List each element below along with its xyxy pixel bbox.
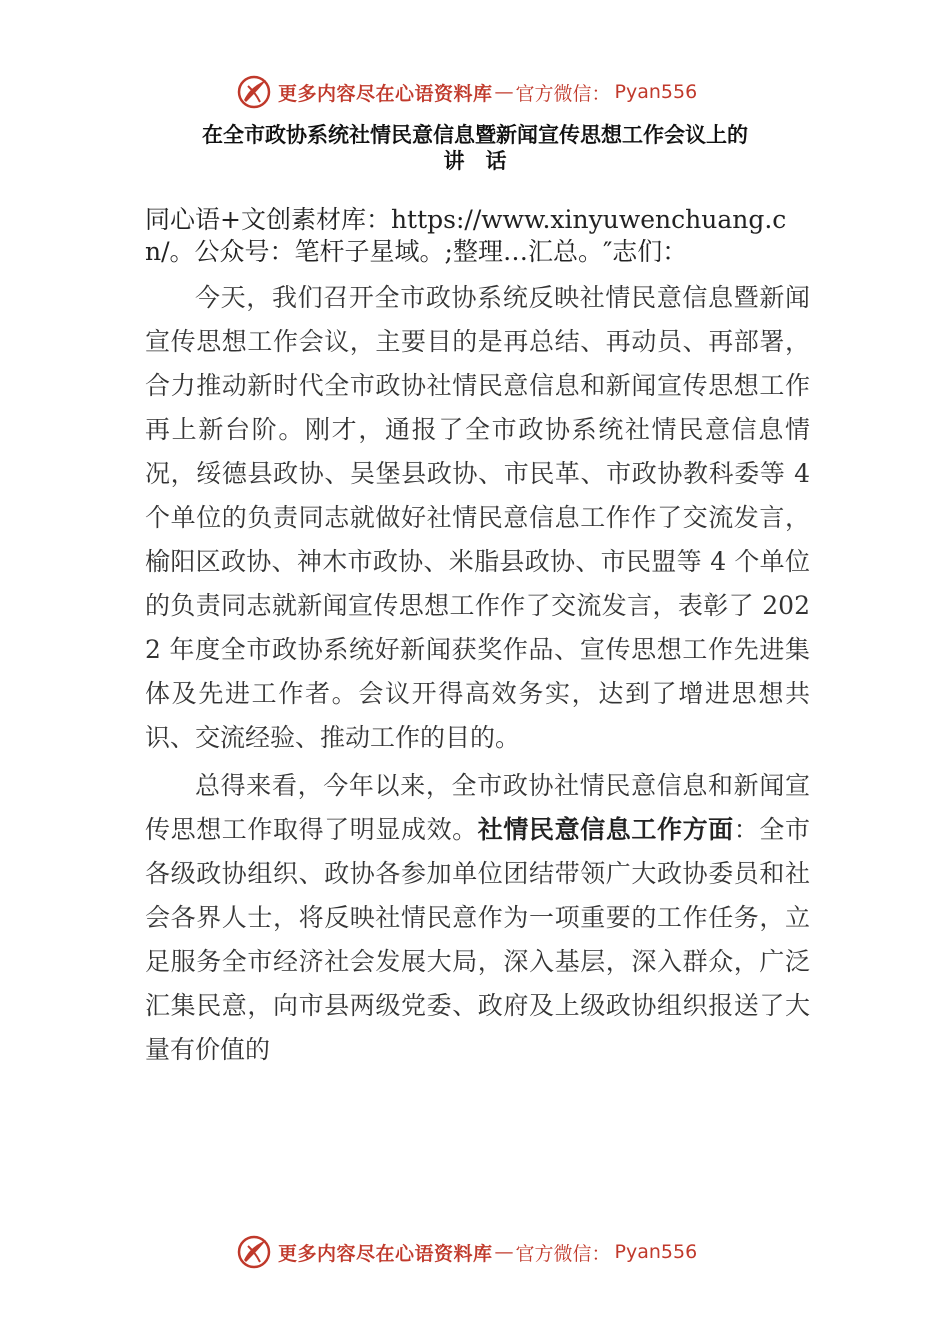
- header-banner: [236, 72, 697, 112]
- banner-text: 更多内容尽在心语资料库: [278, 1242, 493, 1265]
- banner-separator: —: [494, 1241, 514, 1263]
- banner-wechat-id: Pyan556: [614, 1241, 698, 1263]
- document-title: [140, 122, 810, 174]
- paragraph-2-lead: 总得来看，今年以来，全市政协社情民意信息和新闻宣传思想工作取得了明显成效。: [145, 771, 810, 844]
- paragraph-1: 今天，我们召开全市政协系统反映社情民意信息暨新闻宣传思想工作会议，主要目的是再总结、再动员、再部署，合力推动新时代全市政协社情民意信息和新闻宣传思想工作再上新台阶。刚才，通报了全市政协系统社情民意信息情况，绥德县政协、吴堡县政协、市民革、市政协教科委等 4 个单位的负责同志就做好社情民意信息工作作了交流发言，榆阳区政协、神木市政协、米脂县政协、市民盟等 4 个单位的负责同志就新闻宣传思想工作作了交流发言，表彰了 2022 年度全市政协系统好新闻获奖作品、宣传思想工作先进集体及先进工作者。会议开得高效务实，达到了增进思想共识、交流经验、推动工作的目的。: [145, 283, 810, 752]
- paragraph-2-bold-heading: 社情民意信息工作方面: [477, 815, 734, 844]
- banner-separator: —: [494, 81, 514, 103]
- banner-text: 更多内容尽在心语资料库: [278, 82, 493, 105]
- intro-text: 同心语+文创素材库：https://www.xinyuwenchuang.cn/。公众号：笔杆子星域。;整理…汇总。″志们：: [145, 205, 787, 266]
- logo-icon: [236, 74, 272, 110]
- banner-wechat-id: Pyan556: [614, 81, 698, 103]
- banner-wechat-label: 官方微信：: [515, 1242, 611, 1265]
- paragraph-2: [145, 764, 810, 1072]
- paragraph-2-rest: ：全市各级政协组织、政协各参加单位团结带领广大政协委员和社会各界人士，将反映社情民意作为一项重要的工作任务，立足服务全市经济社会发展大局，深入基层，深入群众，广泛汇集民意，向市县两级党委、政府及上级政协组织报送了大量有价值的: [145, 815, 810, 1064]
- banner-wechat-label: 官方微信：: [515, 82, 611, 105]
- title-line-2: 讲 话: [443, 149, 507, 173]
- document-body: [145, 204, 810, 1072]
- footer-banner: [236, 1232, 697, 1272]
- title-line-1: 在全市政协系统社情民意信息暨新闻宣传思想工作会议上的: [202, 123, 748, 147]
- logo-icon: [236, 1234, 272, 1270]
